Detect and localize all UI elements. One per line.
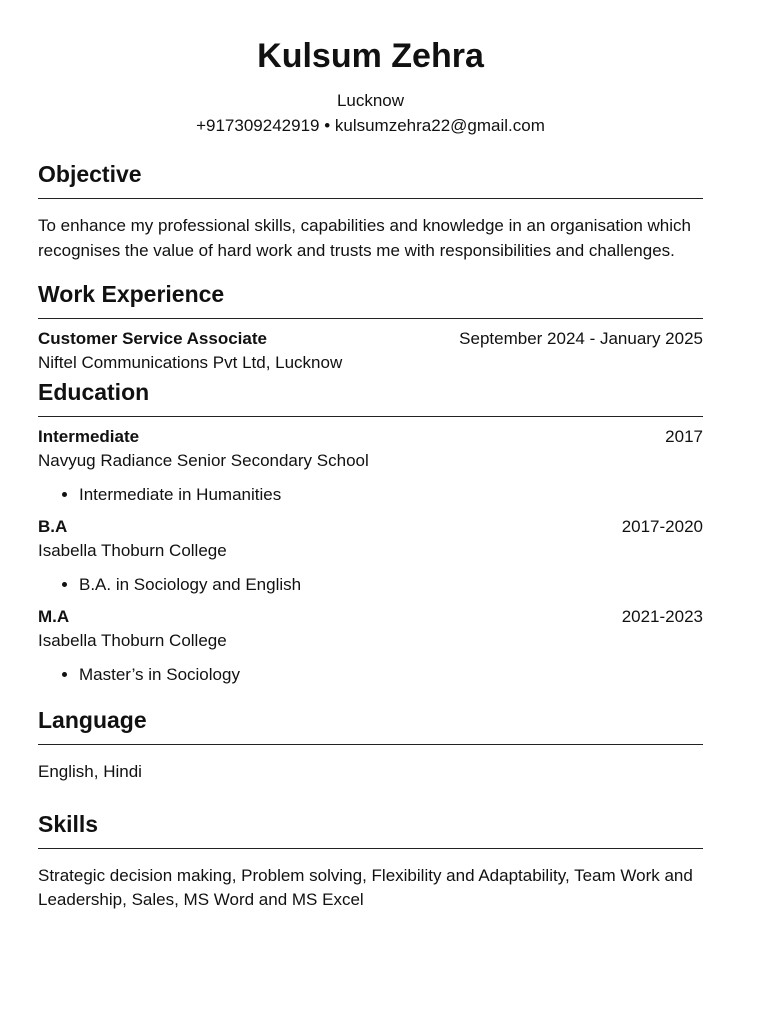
skills-section [38, 809, 703, 913]
work-role: Customer Service Associate [38, 329, 267, 348]
education-detail-item: • Master’s in Sociology [79, 663, 703, 687]
skills-heading: Skills [38, 809, 703, 849]
objective-section [38, 159, 703, 263]
education-details [38, 663, 703, 687]
work-entry [38, 327, 703, 375]
education-institution: Isabella Thoburn College [38, 541, 227, 560]
language-section [38, 705, 703, 785]
education-detail-item: • B.A. in Sociology and English [79, 573, 703, 597]
candidate-contact: +917309242919 • kulsumzehra22@gmail.com [196, 116, 545, 135]
skills-text: Strategic decision making, Problem solving, Flexibility and Adaptability, Team Work and Leadership, Sales, MS Word and MS Excel [38, 865, 693, 909]
education-entry-header [38, 425, 703, 449]
education-entry [38, 515, 703, 597]
education-detail-item: • Intermediate in Humanities [79, 483, 703, 507]
education-year: 2017-2020 [621, 517, 703, 536]
education-degree: Intermediate [38, 427, 140, 446]
education-year: 2017 [665, 427, 703, 446]
education-entry [38, 605, 703, 687]
objective-text: To enhance my professional skills, capabilities and knowledge in an organisation which recognises the value of hard work and trusts me with responsibilities and challenges. [38, 216, 691, 260]
education-entry-header [38, 605, 703, 629]
education-section [38, 377, 703, 687]
language-text: English, Hindi [38, 762, 142, 781]
education-institution: Isabella Thoburn College [38, 631, 227, 650]
work-entry-header [38, 327, 703, 351]
work-experience-section [38, 279, 703, 375]
education-entry-header [38, 515, 703, 539]
education-heading: Education [38, 377, 703, 417]
objective-heading: Objective [38, 159, 703, 199]
education-details [38, 573, 703, 597]
language-heading: Language [38, 705, 703, 745]
education-details [38, 483, 703, 507]
education-degree: M.A [38, 607, 70, 626]
education-entry [38, 425, 703, 507]
work-dates: September 2024 - January 2025 [459, 329, 703, 348]
candidate-location: Lucknow [336, 91, 405, 110]
education-degree: B.A [38, 517, 68, 536]
work-company: Niftel Communications Pvt Ltd, Lucknow [38, 353, 343, 372]
candidate-name: Kulsum Zehra [257, 37, 484, 75]
resume-header [38, 0, 703, 137]
work-experience-heading: Work Experience [38, 279, 703, 319]
education-year: 2021-2023 [621, 607, 703, 626]
education-institution: Navyug Radiance Senior Secondary School [38, 451, 369, 470]
